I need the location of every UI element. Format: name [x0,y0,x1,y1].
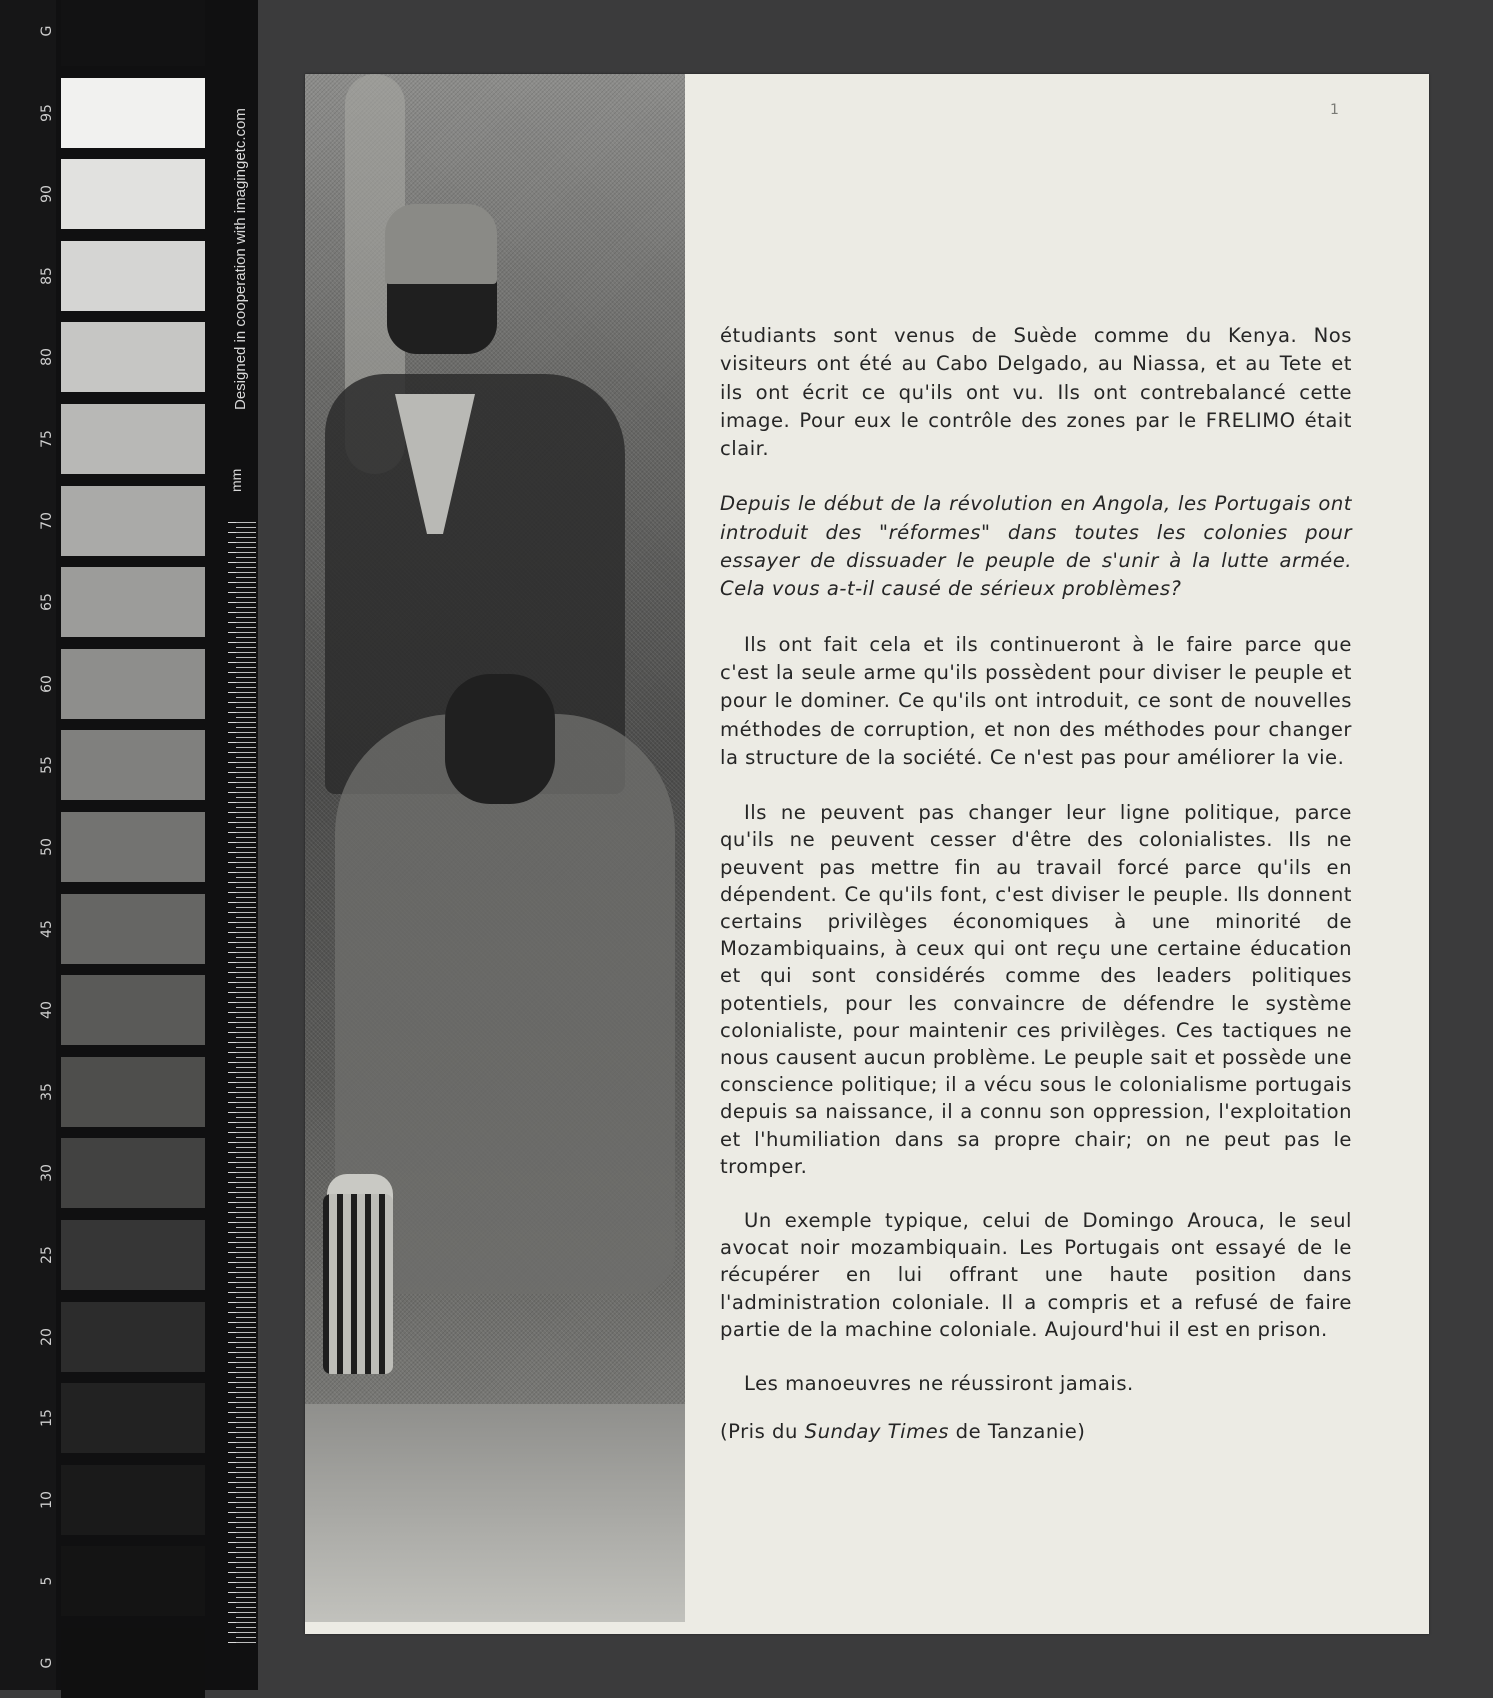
paragraph-4: Ils ne peuvent pas changer leur ligne politique, parce qu'ils ne peuvent cesser d'être des colonialistes. Ils ne peuvent pas mettre fin au travail forcé parce qu'ils en dépendent. Ce qu'ils font, c'est diviser le peuple. Ils donnent certains privilèges économiques à une minorité de Mozambiquains, à ceux qui ont reçu une certaine éducation et qui sont considérés comme des leaders politiques potentiels, pour les convaincre de défendre le système colonialiste, pour maintenir ces privilèges. Ces tactiques ne nous causent aucun problème. Le peuple sait et possède une conscience politique; il a vécu sous le colonialisme portugais depuis sa naissance, il a connu son oppression, l'exploitation et l'humiliation dans sa propre chair; on ne peut pas le tromper. [720,801,1352,1178]
document-page [305,74,1429,1634]
source-title: Sunday Times [804,1420,949,1444]
gray-patch-label: 30 [39,1164,55,1182]
calibration-credit: Designed in cooperation with imagingetc.com [232,108,249,410]
gray-patch [61,730,205,800]
gray-patch-label: 75 [39,430,55,448]
gray-patch-label: 15 [39,1409,55,1427]
gray-patch-label: 65 [39,593,55,611]
color-calibration-strip [0,0,258,1690]
gray-patch [61,1057,205,1127]
gray-patch-label: 60 [39,675,55,693]
source-citation [720,1418,1352,1446]
gray-patch-label: 55 [39,756,55,774]
gray-patch-label: 80 [39,348,55,366]
gray-patch [61,567,205,637]
gray-patch [61,241,205,311]
gray-patch [61,894,205,964]
gray-patch [61,486,205,556]
photo-seated-head [445,674,555,804]
photo-ground [305,1404,685,1622]
gray-patch [61,1302,205,1372]
photo-lantern [323,1194,393,1374]
interview-question: Depuis le début de la révolution en Angola, les Portugais ont introduit des "réformes" dans toutes les colonies pour essayer de dissuader le peuple de s'unir à la lutte armée. Cela vous a-t-il causé de sérieux problèmes? [720,492,1352,601]
article-text [720,322,1352,1447]
gray-patch-label: 5 [39,1576,55,1586]
gray-patch [61,0,205,66]
gray-patch-label: 50 [39,838,55,856]
gray-patch-label: 90 [39,185,55,203]
ruler-unit-label: mm [228,468,244,492]
gray-patch [61,812,205,882]
halftone-photo [305,74,685,1622]
gray-patch-label: 85 [39,267,55,285]
gray-patch [61,1383,205,1453]
mm-ruler-fine-ticks [236,522,256,1644]
gray-patch [61,322,205,392]
gray-patch-label: 70 [39,512,55,530]
paragraph-5: Un exemple typique, celui de Domingo Arouca, le seul avocat noir mozambiquain. Les Portugais ont essayé de le récupérer en lui offrant une haute position dans l'administration coloniale. Il a compris et a refusé de faire partie de la machine coloniale. Aujourd'hui il est en prison. [720,1209,1352,1341]
gray-patch [61,1628,205,1698]
gray-patch [61,404,205,474]
source-prefix: (Pris du [720,1420,805,1444]
gray-patch-label: 35 [39,1083,55,1101]
paragraph-3: Ils ont fait cela et ils continueront à le faire parce que c'est la seule arme qu'ils possèdent pour diviser le peuple et pour le dominer. Ce qu'ils ont introduit, ce sont de nouvelles méthodes de corruption, et non des méthodes pour changer la structure de la société. Ce n'est pas pour améliorer la vie. [720,632,1352,769]
gray-patch-label: 10 [39,1491,55,1509]
gray-patch-label: G [39,25,55,37]
gray-patch [61,975,205,1045]
gray-patch [61,1220,205,1290]
gray-patch [61,159,205,229]
closing-line: Les manoeuvres ne réussiront jamais. [744,1372,1134,1396]
gray-patch-label: 40 [39,1001,55,1019]
gray-patch-label: 20 [39,1328,55,1346]
gray-patch-label: 45 [39,920,55,938]
gray-patch [61,1138,205,1208]
paragraph-1: étudiants sont venus de Suède comme du Kenya. Nos visiteurs ont été au Cabo Delgado, au Niassa, et au Tete et ils ont écrit ce qu'ils ont vu. Ils ont contrebalancé cette image. Pour eux le contrôle des zones par le FRELIMO était clair. [720,324,1352,461]
photo-cap [385,204,497,284]
gray-patch [61,1546,205,1616]
gray-patch-label: 25 [39,1246,55,1264]
gray-patch [61,1465,205,1535]
gray-patch [61,78,205,148]
gray-patch-label: G [39,1657,55,1669]
page-corner-mark: 1 [1330,102,1339,118]
source-suffix: de Tanzanie) [948,1420,1086,1444]
gray-patch [61,649,205,719]
gray-patch-label: 95 [39,104,55,122]
